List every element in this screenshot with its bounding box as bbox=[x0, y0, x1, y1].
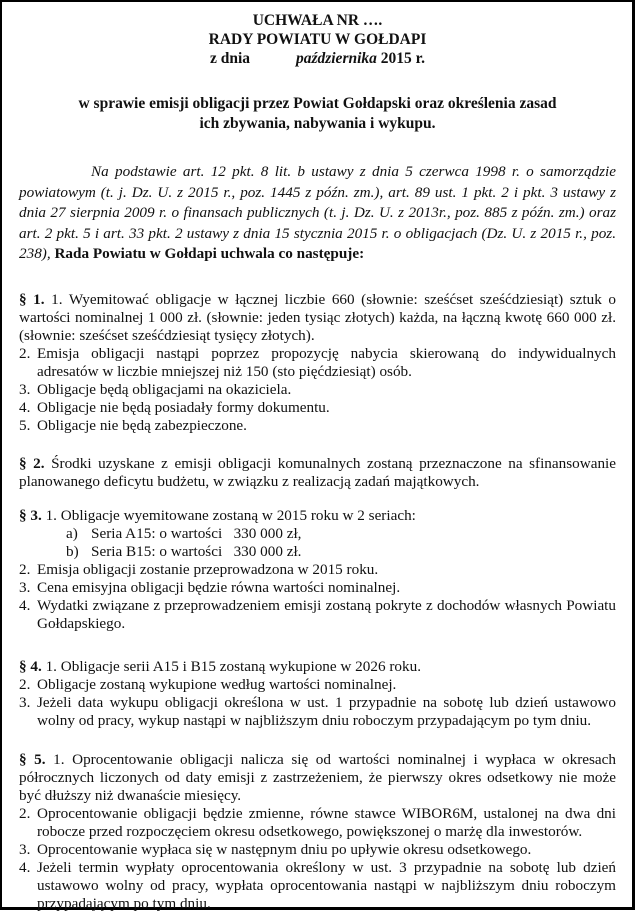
legal-basis-preamble: Na podstawie art. 12 pkt. 8 lit. b ustawy z dnia 5 czerwca 1998 r. o samorządzie powiatowym (t. j. Dz. U. z 2015 r., poz. 1445 z późn. zm.), art. 89 ust. 1 pkt. 2 i pkt. 3 ustawy z dnia 27 sierpnia 2009 r. o finansach publicznych (t. j. Dz. U. z 2013r., poz. 885 z późn. zm.) oraz art. 2 pkt. 5 i art. 33 pkt. 2 ustawy z dnia 15 stycznia 2015 r. o obligacjach (Dz. U. z 2015 r., poz. 238), Rada Powiatu w Gołdapi uchwala co następuje: bbox=[19, 163, 616, 262]
list-item: 4. Jeżeli termin wypłaty oprocentowania określony w ust. 3 przypadnie na sobotę lub dzień ustawowo wolny od pracy, wypłata oprocentowania nastąpi w najbliższym dniu roboczym przypadającym po tym dniu. bbox=[19, 858, 616, 912]
section-1: § 1. 1. Wyemitować obligacje w łącznej liczbie 660 (słownie: sześćset sześćdziesiąt) sztuk o wartości nominalnej 1 000 zł. (słownie: jeden tysiąc złotych) każda, na łączną kwotę 660 000 zł. (słownie: sześćset sześćdziesiąt tysięcy złotych). 2. Emisja obligacji nastąpi poprzez propozycję nabycia skierowaną do indywidualnych adresatów w liczbie mniejszej niż 150 (sto pięćdziesiąt) osób. 3. Obligacje będą obligacjami na okaziciela. 4. Obligacje nie będą posiadały formy dokumentu. 5. Obligacje nie będą zabezpieczone. bbox=[19, 290, 617, 434]
section-mark: § 2. bbox=[19, 454, 45, 472]
resolution-title bbox=[19, 11, 616, 68]
section-mark: § 3. bbox=[19, 506, 42, 524]
series-item: a) Seria A15: o wartości 330 000 zł, bbox=[66, 524, 302, 542]
list-item: 2. Obligacje zostaną wykupione według wartości nominalnej. bbox=[19, 675, 397, 693]
date-month: października bbox=[295, 50, 377, 67]
date-year: 2015 r. bbox=[380, 50, 425, 67]
section-mark: § 5. bbox=[19, 750, 46, 768]
enacting-clause: Rada Powiatu w Gołdapi uchwala co następuje: bbox=[54, 245, 365, 262]
list-item: 4. Wydatki związane z przeprowadzeniem emisji zostaną pokryte z dochodów własnych Powiatu Gołdapskiego. bbox=[19, 596, 616, 632]
series-item: b) Seria B15: o wartości 330 000 zł. bbox=[66, 542, 302, 560]
resolution-number: UCHWAŁA NR …. bbox=[252, 12, 383, 29]
list-item: 2. Oprocentowanie obligacji będzie zmienne, równe stawce WIBOR6M, ustalonej na dwa dni robocze przed rozpoczęciem okresu odsetkowego, powiększonej o marżę dla inwestorów. bbox=[19, 804, 616, 840]
resolution-date: z dnia października 2015 r. bbox=[210, 50, 425, 67]
council-name: RADY POWIATU W GOŁDAPI bbox=[208, 31, 427, 48]
section-5: § 5. 1. Oprocentowanie obligacji nalicza się od wartości nominalnej i wypłaca w okresach półrocznych liczonych od daty emisji z zastrzeżeniem, że pierwszy okres odsetkowy nie może być dłuższy niż dwanaście miesięcy. 2. Oprocentowanie obligacji będzie zmienne, równe stawce WIBOR6M, ustalonej na dwa dni robocze przed rozpoczęciem okresu odsetkowego, powiększonej o marżę dla inwestorów. 3. Oprocentowanie wypłaca się w następnym dniu po upływie okresu odsetkowego. 4. Jeżeli termin wypłaty oprocentowania określony w ust. 3 przypadnie na sobotę lub dzień ustawowo wolny od pracy, wypłata oprocentowania nastąpi w najbliższym dniu roboczym przypadającym po tym dniu. bbox=[19, 750, 616, 912]
section-mark: § 1. bbox=[19, 290, 45, 308]
section-4: § 4. 1. Obligacje serii A15 i B15 zostaną wykupione w 2026 roku. 2. Obligacje zostaną wykupione według wartości nominalnej. 3. Jeżeli data wykupu obligacji określona w ust. 1 przypadnie na sobotę lub dzień ustawowo wolny od pracy, wykup nastąpi w najbliższym dniu roboczym przypadającym po tym dniu. bbox=[19, 657, 616, 729]
section-mark: § 4. bbox=[19, 657, 42, 675]
resolution-subject: w sprawie emisji obligacji przez Powiat Gołdapski oraz określenia zasad ich zbywania, nabywania i wykupu. bbox=[78, 95, 557, 132]
list-item: 3. Oprocentowanie wypłaca się w następnym dniu po upływie okresu odsetkowego. bbox=[19, 840, 532, 858]
list-item: 2. Emisja obligacji nastąpi poprzez propozycję nabycia skierowaną do indywidualnych adresatów w liczbie mniejszej niż 150 (sto pięćdziesiąt) osób. bbox=[19, 344, 616, 380]
list-item: 3. Obligacje będą obligacjami na okaziciela. bbox=[19, 380, 292, 398]
list-item: 3. Cena emisyjna obligacji będzie równa wartości nominalnej. bbox=[19, 578, 401, 596]
list-item: 2. Emisja obligacji zostanie przeprowadzona w 2015 roku. bbox=[19, 560, 379, 578]
section-2: § 2. Środki uzyskane z emisji obligacji komunalnych zostaną przeznaczone na sfinansowanie planowanego deficytu budżetu, w związku z realizacją zadań majątkowych. bbox=[19, 454, 617, 490]
list-item: 4. Obligacje nie będą posiadały formy dokumentu. bbox=[19, 398, 330, 416]
list-item: 3. Jeżeli data wykupu obligacji określona w ust. 1 przypadnie na sobotę lub dzień ustawowo wolny od pracy, wykup nastąpi w najbliższym dniu roboczym przypadającym po tym dniu. bbox=[19, 693, 616, 729]
list-item: 5. Obligacje nie będą zabezpieczone. bbox=[19, 416, 247, 434]
section-3: § 3. 1. Obligacje wyemitowane zostaną w 2015 roku w 2 seriach: a) Seria A15: o wartości 330 000 zł, b) Seria B15: o wartości 330 000 zł. 2. Emisja obligacji zostanie przeprowadzona w 2015 roku. 3. Cena emisyjna obligacji będzie równa wartości nominalnej. 4. Wydatki związane z przeprowadzeniem emisji zostaną pokryte z dochodów własnych Powiatu Gołdapskiego. bbox=[19, 506, 616, 632]
